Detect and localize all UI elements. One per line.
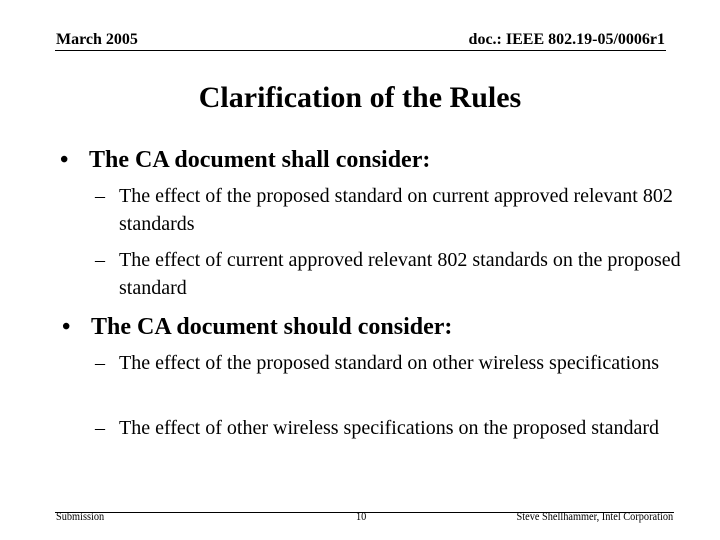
- dash-marker: –: [95, 417, 105, 439]
- subitem: [95, 182, 685, 238]
- footer-submission: Submission: [56, 509, 105, 523]
- dash-marker: –: [95, 185, 105, 207]
- subitem: [95, 246, 685, 302]
- subitem-text: The effect of current approved relevant 802 standards on the proposed standard: [119, 249, 681, 299]
- dash-marker: –: [95, 249, 105, 271]
- subitem-text: The effect of other wireless specifications on the proposed standard: [119, 417, 659, 439]
- bullet-marker: •: [60, 147, 69, 173]
- subitem-text: The effect of the proposed standard on current approved relevant 802 standards: [119, 185, 673, 235]
- subitem: [95, 414, 685, 442]
- header-divider: [55, 50, 666, 51]
- footer-page-number: 10: [356, 509, 367, 523]
- footer-author: Steve Shellhammer, Intel Corporation: [516, 509, 673, 523]
- dash-marker: –: [95, 352, 105, 374]
- bullet-marker: •: [62, 314, 71, 340]
- slide-title: Clarification of the Rules: [198, 81, 522, 114]
- bullet-text: The CA document should consider:: [91, 314, 453, 340]
- bullet-text: The CA document shall consider:: [89, 147, 431, 173]
- header-doc-id: doc.: IEEE 802.19-05/0006r1: [468, 31, 665, 48]
- subitem-text: The effect of the proposed standard on other wireless specifications: [119, 352, 659, 374]
- header-date: March 2005: [56, 31, 138, 48]
- bullet-shall-consider: [60, 146, 700, 174]
- bullet-should-consider: [62, 313, 702, 341]
- subitem: [95, 349, 685, 377]
